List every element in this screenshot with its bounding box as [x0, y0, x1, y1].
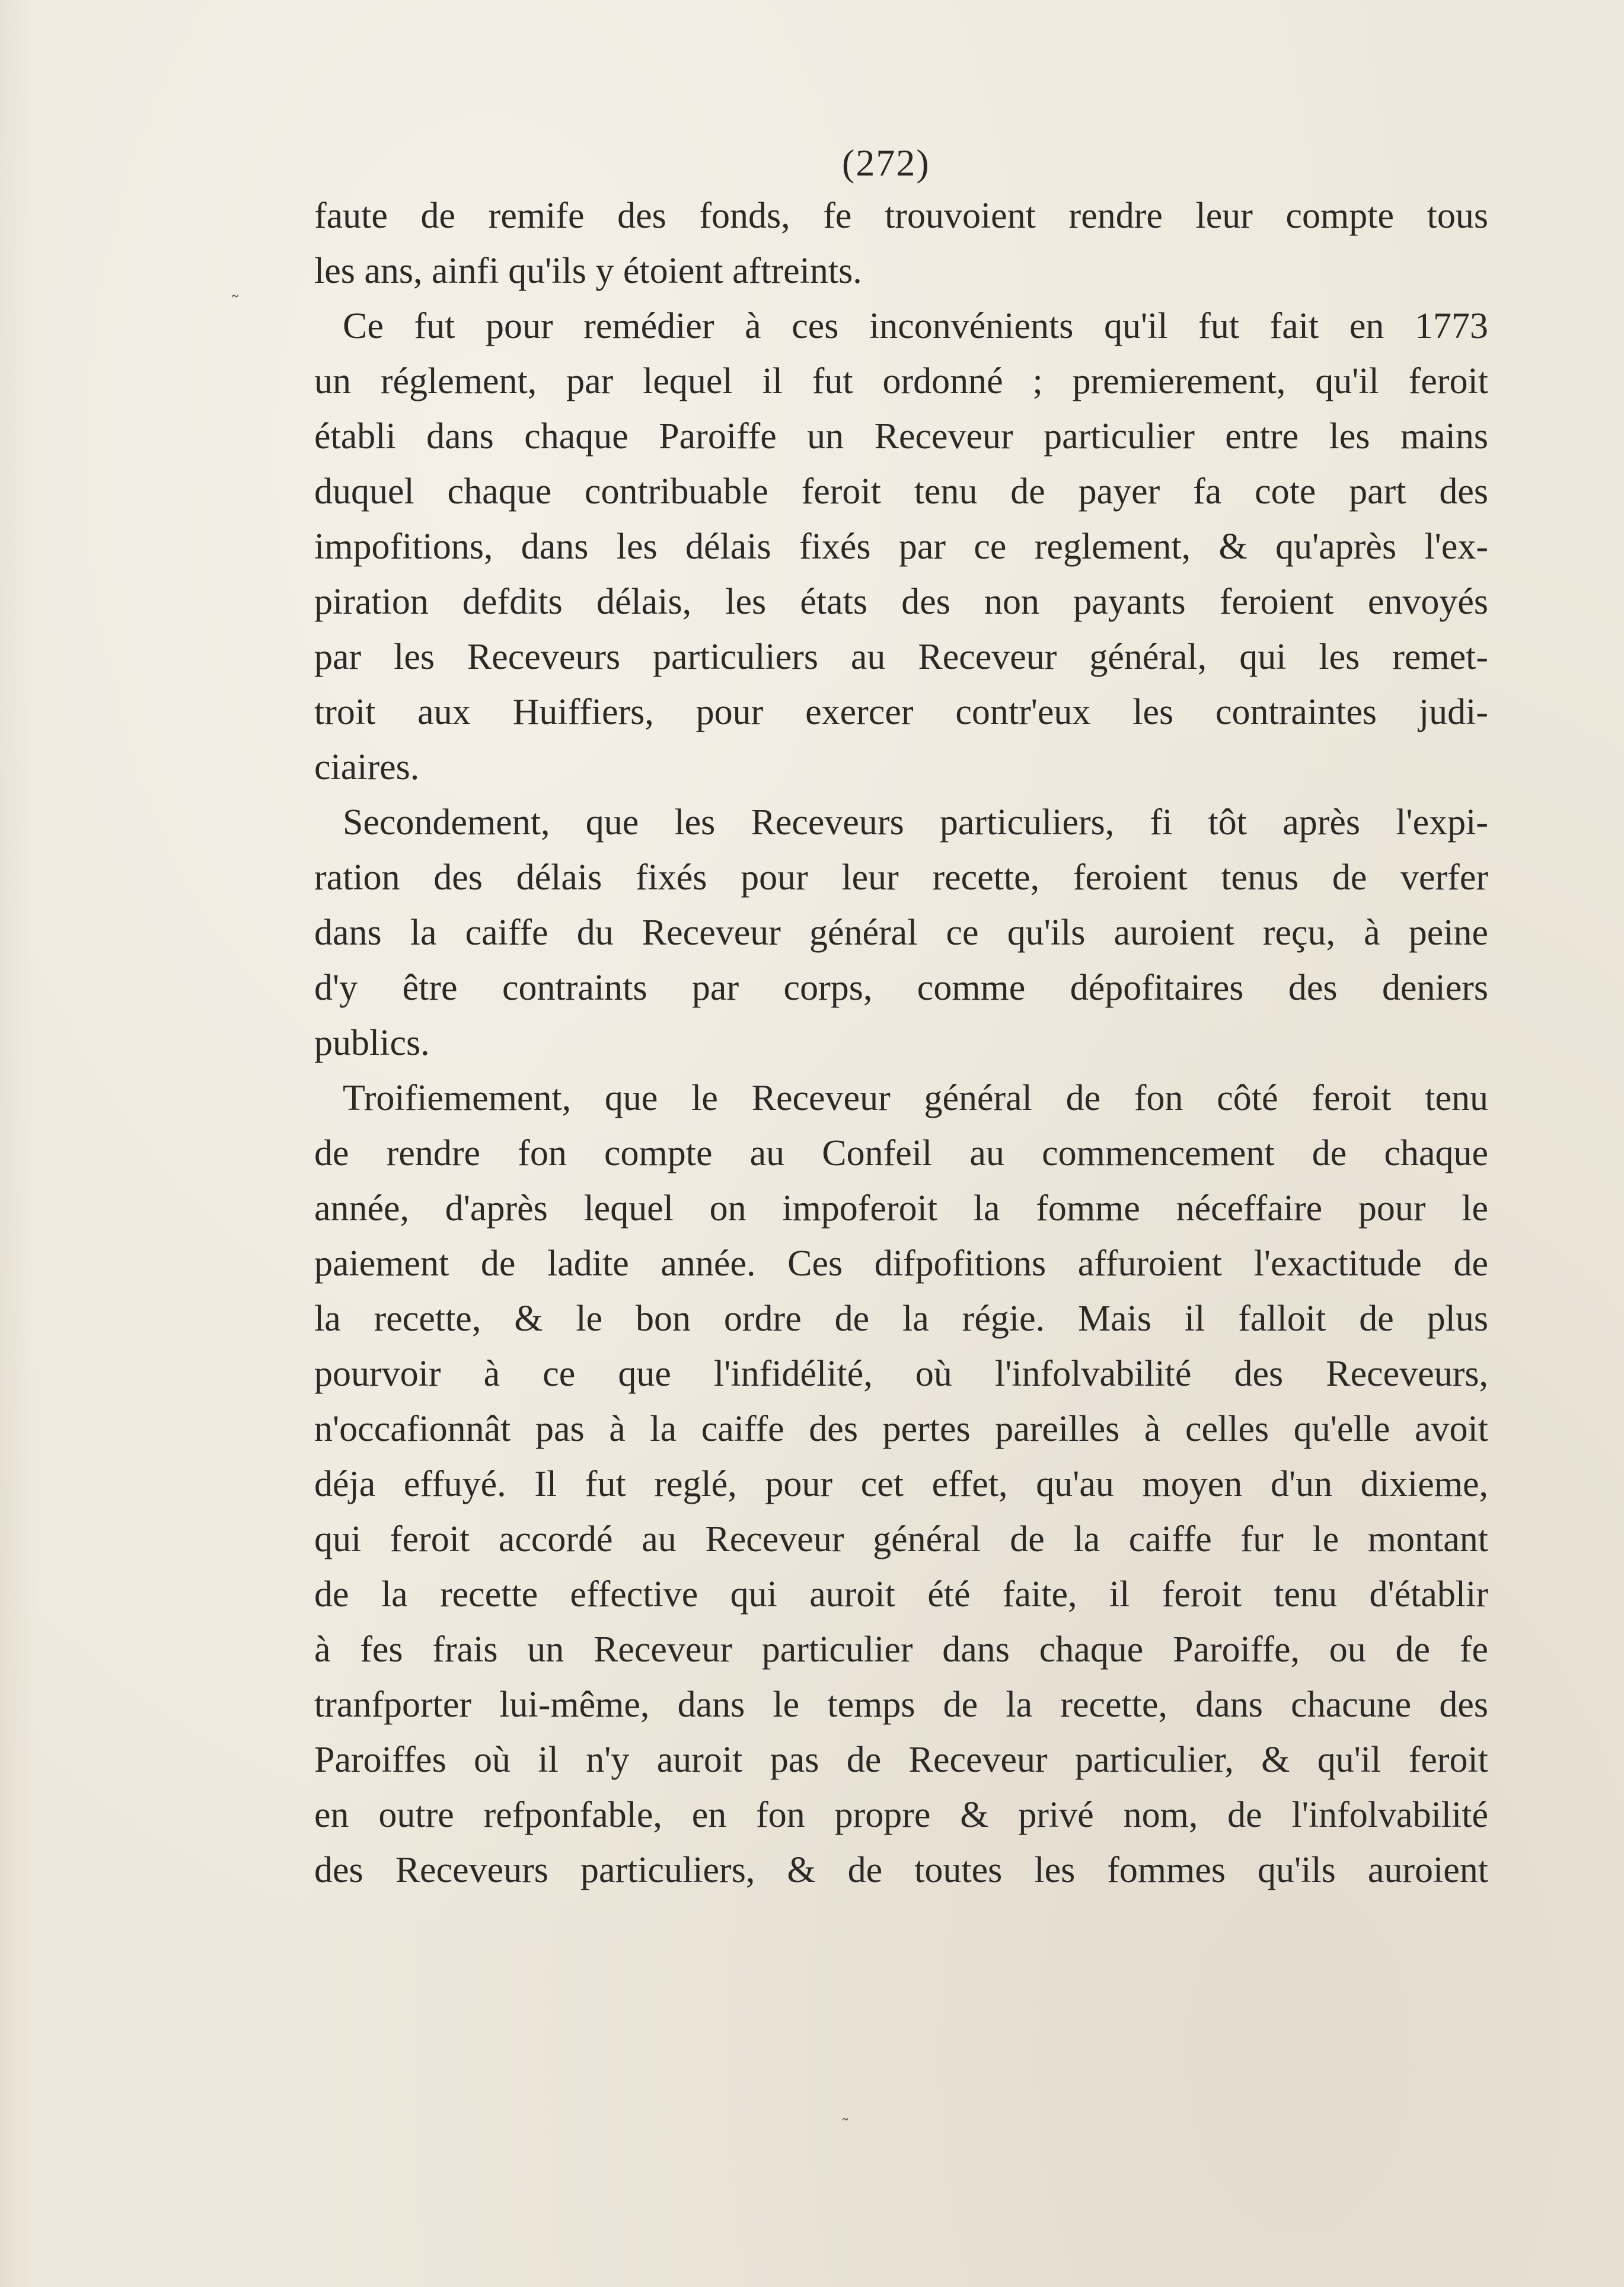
text-line: un réglement, par lequel il fut ordonné ; premierement, qu'il feroit	[314, 361, 1488, 401]
text-line: publics.	[314, 1023, 430, 1063]
text-line: impofitions, dans les délais fixés par ce reglement, & qu'après l'ex-	[314, 527, 1488, 567]
text-line: troit aux Huiffiers, pour exercer contr'eux les contraintes judi-	[314, 692, 1488, 732]
text-line: déja effuyé. Il fut reglé, pour cet effet, qu'au moyen d'un dixieme,	[314, 1464, 1488, 1504]
margin-mark-left: ˜	[230, 292, 240, 315]
text-line: duquel chaque contribuable feroit tenu de payer fa cote part des	[314, 471, 1488, 512]
text-line: ciaires.	[314, 747, 420, 787]
text-line: dans la caiffe du Receveur général ce qu'ils auroient reçu, à peine	[314, 913, 1488, 953]
text-line: Secondement, que les Receveurs particuliers, fi tôt après l'expi-	[343, 802, 1488, 843]
text-line: année, d'après lequel on impoferoit la fomme néceffaire pour le	[314, 1188, 1488, 1229]
text-line: de la recette effective qui auroit été faite, il feroit tenu d'établir	[314, 1574, 1488, 1615]
text-line: Ce fut pour remédier à ces inconvénients qu'il fut fait en 1773	[343, 306, 1488, 346]
text-line: des Receveurs particuliers, & de toutes les fommes qu'ils auroient	[314, 1850, 1488, 1890]
text-line: ration des délais fixés pour leur recette, feroient tenus de verfer	[314, 857, 1488, 898]
text-line: d'y être contraints par corps, comme dépofitaires des deniers	[314, 968, 1488, 1008]
page-number: (272)	[842, 142, 930, 184]
text-line: faute de remife des fonds, fe trouvoient rendre leur compte tous	[314, 196, 1488, 236]
body-text	[314, 189, 1488, 1898]
text-line: en outre refponfable, en fon propre & privé nom, de l'infolvabilité	[314, 1795, 1488, 1835]
text-line: établi dans chaque Paroiffe un Receveur particulier entre les mains	[314, 416, 1488, 457]
bottom-ink-mark: ˜	[841, 2116, 850, 2136]
text-line: la recette, & le bon ordre de la régie. Mais il falloit de plus	[314, 1299, 1488, 1339]
text-line: paiement de ladite année. Ces difpofitions affuroient l'exactitude de	[314, 1243, 1488, 1284]
text-line: pourvoir à ce que l'infidélité, où l'infolvabilité des Receveurs,	[314, 1354, 1488, 1394]
text-line: les ans, ainfi qu'ils y étoient aftreints.	[314, 251, 862, 291]
text-line: à fes frais un Receveur particulier dans chaque Paroiffe, ou de fe	[314, 1629, 1488, 1670]
text-line: n'occafionnât pas à la caiffe des pertes pareilles à celles qu'elle avoit	[314, 1409, 1488, 1449]
text-line: qui feroit accordé au Receveur général de la caiffe fur le montant	[314, 1519, 1488, 1559]
text-line: Paroiffes où il n'y auroit pas de Receveur particulier, & qu'il feroit	[314, 1740, 1488, 1780]
text-line: piration defdits délais, les états des non payants feroient envoyés	[314, 582, 1488, 622]
text-line: par les Receveurs particuliers au Receveur général, qui les remet-	[314, 637, 1488, 677]
text-line: Troifiemement, que le Receveur général de fon côté feroit tenu	[343, 1078, 1488, 1118]
text-line: de rendre fon compte au Confeil au commencement de chaque	[314, 1133, 1488, 1173]
text-line: tranfporter lui-même, dans le temps de la recette, dans chacune des	[314, 1685, 1488, 1725]
